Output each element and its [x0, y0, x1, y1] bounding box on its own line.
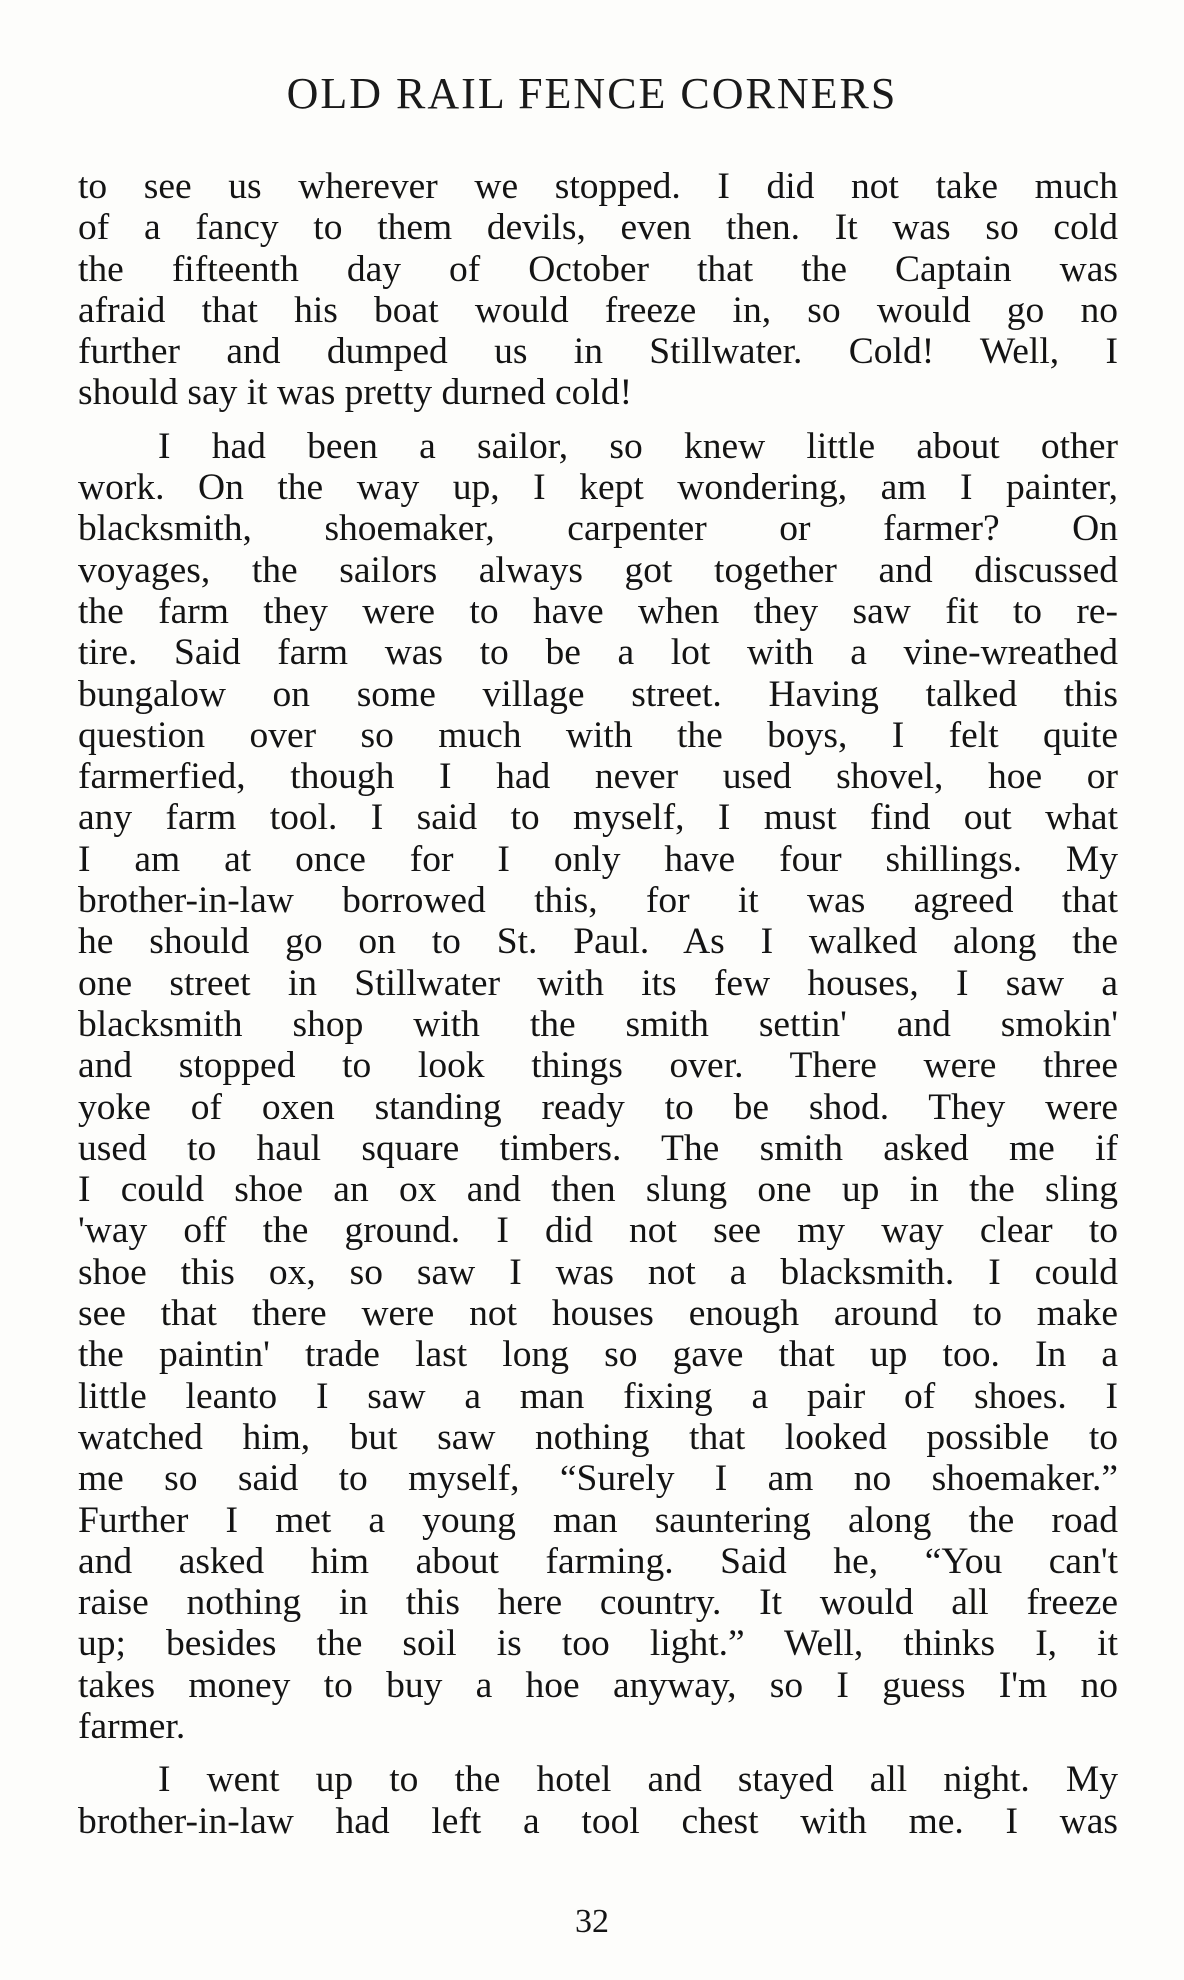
text-line: tire. Said farm was to be a lot with a vine-wreathed [78, 632, 1118, 674]
text-line: work. On the way up, I kept wondering, am I painter, [78, 467, 1118, 509]
text-line: I could shoe an ox and then slung one up in the sling [78, 1169, 1118, 1211]
body-text [78, 166, 1118, 1842]
running-head: OLD RAIL FENCE CORNERS [286, 69, 898, 118]
text-line: Further I met a young man sauntering along the road [78, 1499, 1118, 1541]
text-line: question over so much with the boys, I felt quite [78, 714, 1118, 756]
page-number: 32 [575, 1903, 609, 1940]
text-line: farmer. [78, 1705, 186, 1747]
text-line: used to haul square timbers. The smith asked me if [78, 1127, 1118, 1169]
text-line: farmerfied, though I had never used shovel, hoe or [78, 756, 1118, 798]
text-line: little leanto I saw a man fixing a pair of shoes. I [78, 1375, 1118, 1417]
paragraph-2 [78, 426, 1118, 1748]
text-line: brother-in-law had left a tool chest with me. I was [78, 1800, 1118, 1842]
text-line: voyages, the sailors always got together and discussed [78, 549, 1118, 591]
text-line: I went up to the hotel and stayed all night. My [158, 1759, 1118, 1801]
text-line: 'way off the ground. I did not see my way clear to [78, 1210, 1118, 1252]
text-line: should say it was pretty durned cold! [78, 372, 633, 414]
paragraph-1 [78, 166, 1118, 414]
text-line: any farm tool. I said to myself, I must find out what [78, 797, 1118, 839]
text-line: I am at once for I only have four shillings. My [78, 838, 1118, 880]
text-line: of a fancy to them devils, even then. It was so cold [78, 207, 1118, 249]
text-line: shoe this ox, so saw I was not a blacksmith. I could [78, 1251, 1118, 1293]
text-line: blacksmith, shoemaker, carpenter or farmer? On [78, 508, 1118, 550]
text-line: further and dumped us in Stillwater. Cold! Well, I [78, 331, 1118, 373]
text-line: the farm they were to have when they saw fit to re- [78, 590, 1118, 632]
text-line: he should go on to St. Paul. As I walked along the [78, 921, 1118, 963]
text-line: yoke of oxen standing ready to be shod. They were [78, 1086, 1118, 1128]
text-line: raise nothing in this here country. It would all freeze [78, 1582, 1118, 1624]
text-line: takes money to buy a hoe anyway, so I guess I'm no [78, 1664, 1118, 1706]
text-line: bungalow on some village street. Having talked this [78, 673, 1118, 715]
text-line: I had been a sailor, so knew little about other [158, 425, 1118, 467]
text-line: and asked him about farming. Said he, “You can't [78, 1540, 1118, 1582]
text-line: one street in Stillwater with its few houses, I saw a [78, 962, 1118, 1004]
text-line: me so said to myself, “Surely I am no shoemaker.” [78, 1458, 1118, 1500]
text-line: blacksmith shop with the smith settin' and smokin' [78, 1003, 1118, 1045]
text-line: up; besides the soil is too light.” Well, thinks I, it [78, 1623, 1118, 1665]
paragraph-3 [78, 1759, 1118, 1842]
text-line: the fifteenth day of October that the Captain was [78, 248, 1118, 290]
text-line: see that there were not houses enough around to make [78, 1293, 1118, 1335]
text-line: afraid that his boat would freeze in, so would go no [78, 289, 1118, 331]
text-line: to see us wherever we stopped. I did not take much [78, 166, 1118, 207]
text-line: and stopped to look things over. There were three [78, 1045, 1118, 1087]
text-line: brother-in-law borrowed this, for it was agreed that [78, 880, 1118, 922]
text-line: watched him, but saw nothing that looked possible to [78, 1416, 1118, 1458]
text-line: the paintin' trade last long so gave that up too. In a [78, 1334, 1118, 1376]
